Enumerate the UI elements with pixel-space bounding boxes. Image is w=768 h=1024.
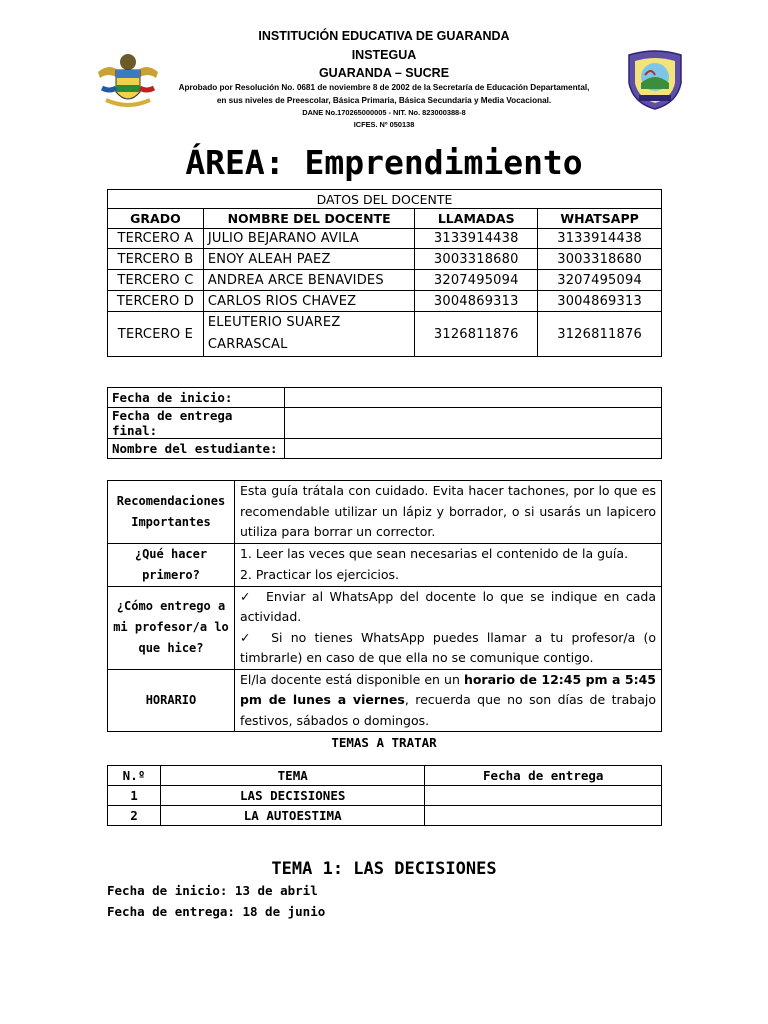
- llamadas-cell: 3207495094: [415, 270, 538, 291]
- grado-cell: TERCERO C: [108, 270, 204, 291]
- fecha-inicio-field[interactable]: [284, 388, 661, 408]
- horario-text-part: El/la docente está disponible en un: [239, 671, 464, 687]
- table-row: [108, 291, 662, 312]
- institution-location: GUARANDA – SUCRE: [318, 66, 450, 80]
- nombre-cell: ANDREA ARCE BENAVIDES: [203, 270, 414, 291]
- icfes-number: ICFES. Nº 050138: [353, 120, 415, 129]
- como-entrego-item: [240, 587, 656, 628]
- llamadas-cell: 3133914438: [415, 229, 538, 249]
- table-row: [108, 669, 662, 732]
- llamadas-cell: 3003318680: [415, 249, 538, 270]
- institution-name: INSTITUCIÓN EDUCATIVA DE GUARANDA: [258, 29, 510, 43]
- horario-label: HORARIO: [108, 669, 235, 732]
- recomendaciones-text: Esta guía trátala con cuidado. Evita hacer tachones, por lo que es recomendable utilizar un lápiz y borrador, o si usarás un lapicero utiliza para borrar un corrector.: [234, 481, 661, 544]
- area-title: ÁREA: Emprendimiento: [185, 143, 583, 182]
- tema1-title: TEMA 1: LAS DECISIONES: [271, 859, 497, 879]
- como-entrego-item-text: Si no tienes WhatsApp puedes llamar a tu profesor/a (o timbrarle) en caso de que ella no se comunique contigo.: [239, 629, 656, 665]
- table-row: [108, 481, 662, 544]
- whatsapp-cell: 3004869313: [538, 291, 662, 312]
- fecha-entrega-field[interactable]: [284, 408, 661, 439]
- header-nombre: NOMBRE DEL DOCENTE: [203, 209, 414, 229]
- table-row: [108, 408, 662, 439]
- llamadas-cell: 3004869313: [415, 291, 538, 312]
- tema-numero: 2: [108, 806, 161, 826]
- como-entrego-item-text: Enviar al WhatsApp del docente lo que se indique en cada actividad.: [239, 588, 656, 624]
- dane-number: DANE No.170265000005 - NIT. No. 823000388-8: [302, 108, 466, 117]
- whatsapp-cell: 3003318680: [538, 249, 662, 270]
- que-hacer-item: 1. Leer las veces que sean necesarias el contenido de la guía.: [239, 546, 629, 561]
- table-row: [108, 439, 662, 459]
- horario-text: [234, 669, 661, 732]
- como-entrego-item: [240, 628, 656, 669]
- horario-highlight: horario de 12:45 pm a 5:45 pm de lunes a viernes: [239, 671, 656, 707]
- recomendaciones-table: [107, 480, 662, 732]
- nombre-estudiante-label: Nombre del estudiante:: [108, 439, 285, 459]
- header-tema: TEMA: [160, 766, 425, 786]
- table-row: [108, 229, 662, 249]
- grado-cell: TERCERO A: [108, 229, 204, 249]
- llamadas-cell: 3126811876: [415, 312, 538, 357]
- que-hacer-label: ¿Qué hacer primero?: [108, 543, 235, 586]
- nombre-cell: ELEUTERIO SUAREZ CARRASCAL: [203, 312, 414, 357]
- como-entrego-label: ¿Cómo entrego a mi profesor/a lo que hice?: [108, 586, 235, 669]
- table-row: [108, 806, 662, 826]
- approval-line-2: en sus niveles de Preescolar, Básica Primaria, Básica Secundaria y Media Vocacional.: [216, 96, 552, 105]
- tema-nombre: LA AUTOESTIMA: [160, 806, 425, 826]
- table-row: [108, 270, 662, 291]
- checkmark-icon: ✓: [239, 588, 253, 604]
- fechas-table: [107, 387, 662, 459]
- nombre-cell: CARLOS RIOS CHAVEZ: [203, 291, 414, 312]
- tema1-fecha-entrega: Fecha de entrega: 18 de junio: [107, 904, 326, 919]
- temas-caption: TEMAS A TRATAR: [331, 735, 437, 750]
- header-llamadas: LLAMADAS: [415, 209, 538, 229]
- header-grado: GRADO: [108, 209, 204, 229]
- table-row: [108, 249, 662, 270]
- grado-cell: TERCERO E: [108, 312, 204, 357]
- whatsapp-cell: 3133914438: [538, 229, 662, 249]
- recomendaciones-label: Recomendaciones Importantes: [108, 481, 235, 544]
- institution-acronym: INSTEGUA: [351, 48, 417, 62]
- header-fecha-entrega: Fecha de entrega: [425, 766, 662, 786]
- table-row: [108, 312, 662, 357]
- table-row: [108, 766, 662, 786]
- header-whatsapp: WHATSAPP: [538, 209, 662, 229]
- tema-fecha[interactable]: [425, 806, 662, 826]
- como-entrego-text: [234, 586, 661, 669]
- table-row: [108, 786, 662, 806]
- temas-table: [107, 765, 662, 826]
- horario-text-part: , recuerda que no son días de trabajo festivos, sábados o domingos.: [239, 692, 656, 728]
- nombre-estudiante-field[interactable]: [284, 439, 661, 459]
- whatsapp-cell: 3207495094: [538, 270, 662, 291]
- tema-numero: 1: [108, 786, 161, 806]
- whatsapp-cell: 3126811876: [538, 312, 662, 357]
- grado-cell: TERCERO D: [108, 291, 204, 312]
- nombre-cell: ENOY ALEAH PAEZ: [203, 249, 414, 270]
- header-numero: N.º: [108, 766, 161, 786]
- tema1-fecha-inicio: Fecha de inicio: 13 de abril: [107, 883, 318, 898]
- tema-nombre: LAS DECISIONES: [160, 786, 425, 806]
- tema-fecha[interactable]: [425, 786, 662, 806]
- que-hacer-item: 2. Practicar los ejercicios.: [239, 566, 400, 582]
- que-hacer-text: [234, 543, 661, 586]
- fecha-inicio-label: Fecha de inicio:: [108, 388, 285, 408]
- docentes-caption: DATOS DEL DOCENTE: [108, 190, 662, 209]
- fecha-entrega-label: Fecha de entrega final:: [108, 408, 285, 439]
- approval-line-1: Aprobado por Resolución No. 0681 de noviembre 8 de 2002 de la Secretaría de Educación Departamental,: [178, 83, 590, 92]
- docentes-table: [107, 189, 662, 357]
- checkmark-icon: ✓: [239, 629, 255, 645]
- grado-cell: TERCERO B: [108, 249, 204, 270]
- table-row: [108, 586, 662, 669]
- table-row: [108, 388, 662, 408]
- table-row: [108, 543, 662, 586]
- nombre-cell: JULIO BEJARANO AVILA: [203, 229, 414, 249]
